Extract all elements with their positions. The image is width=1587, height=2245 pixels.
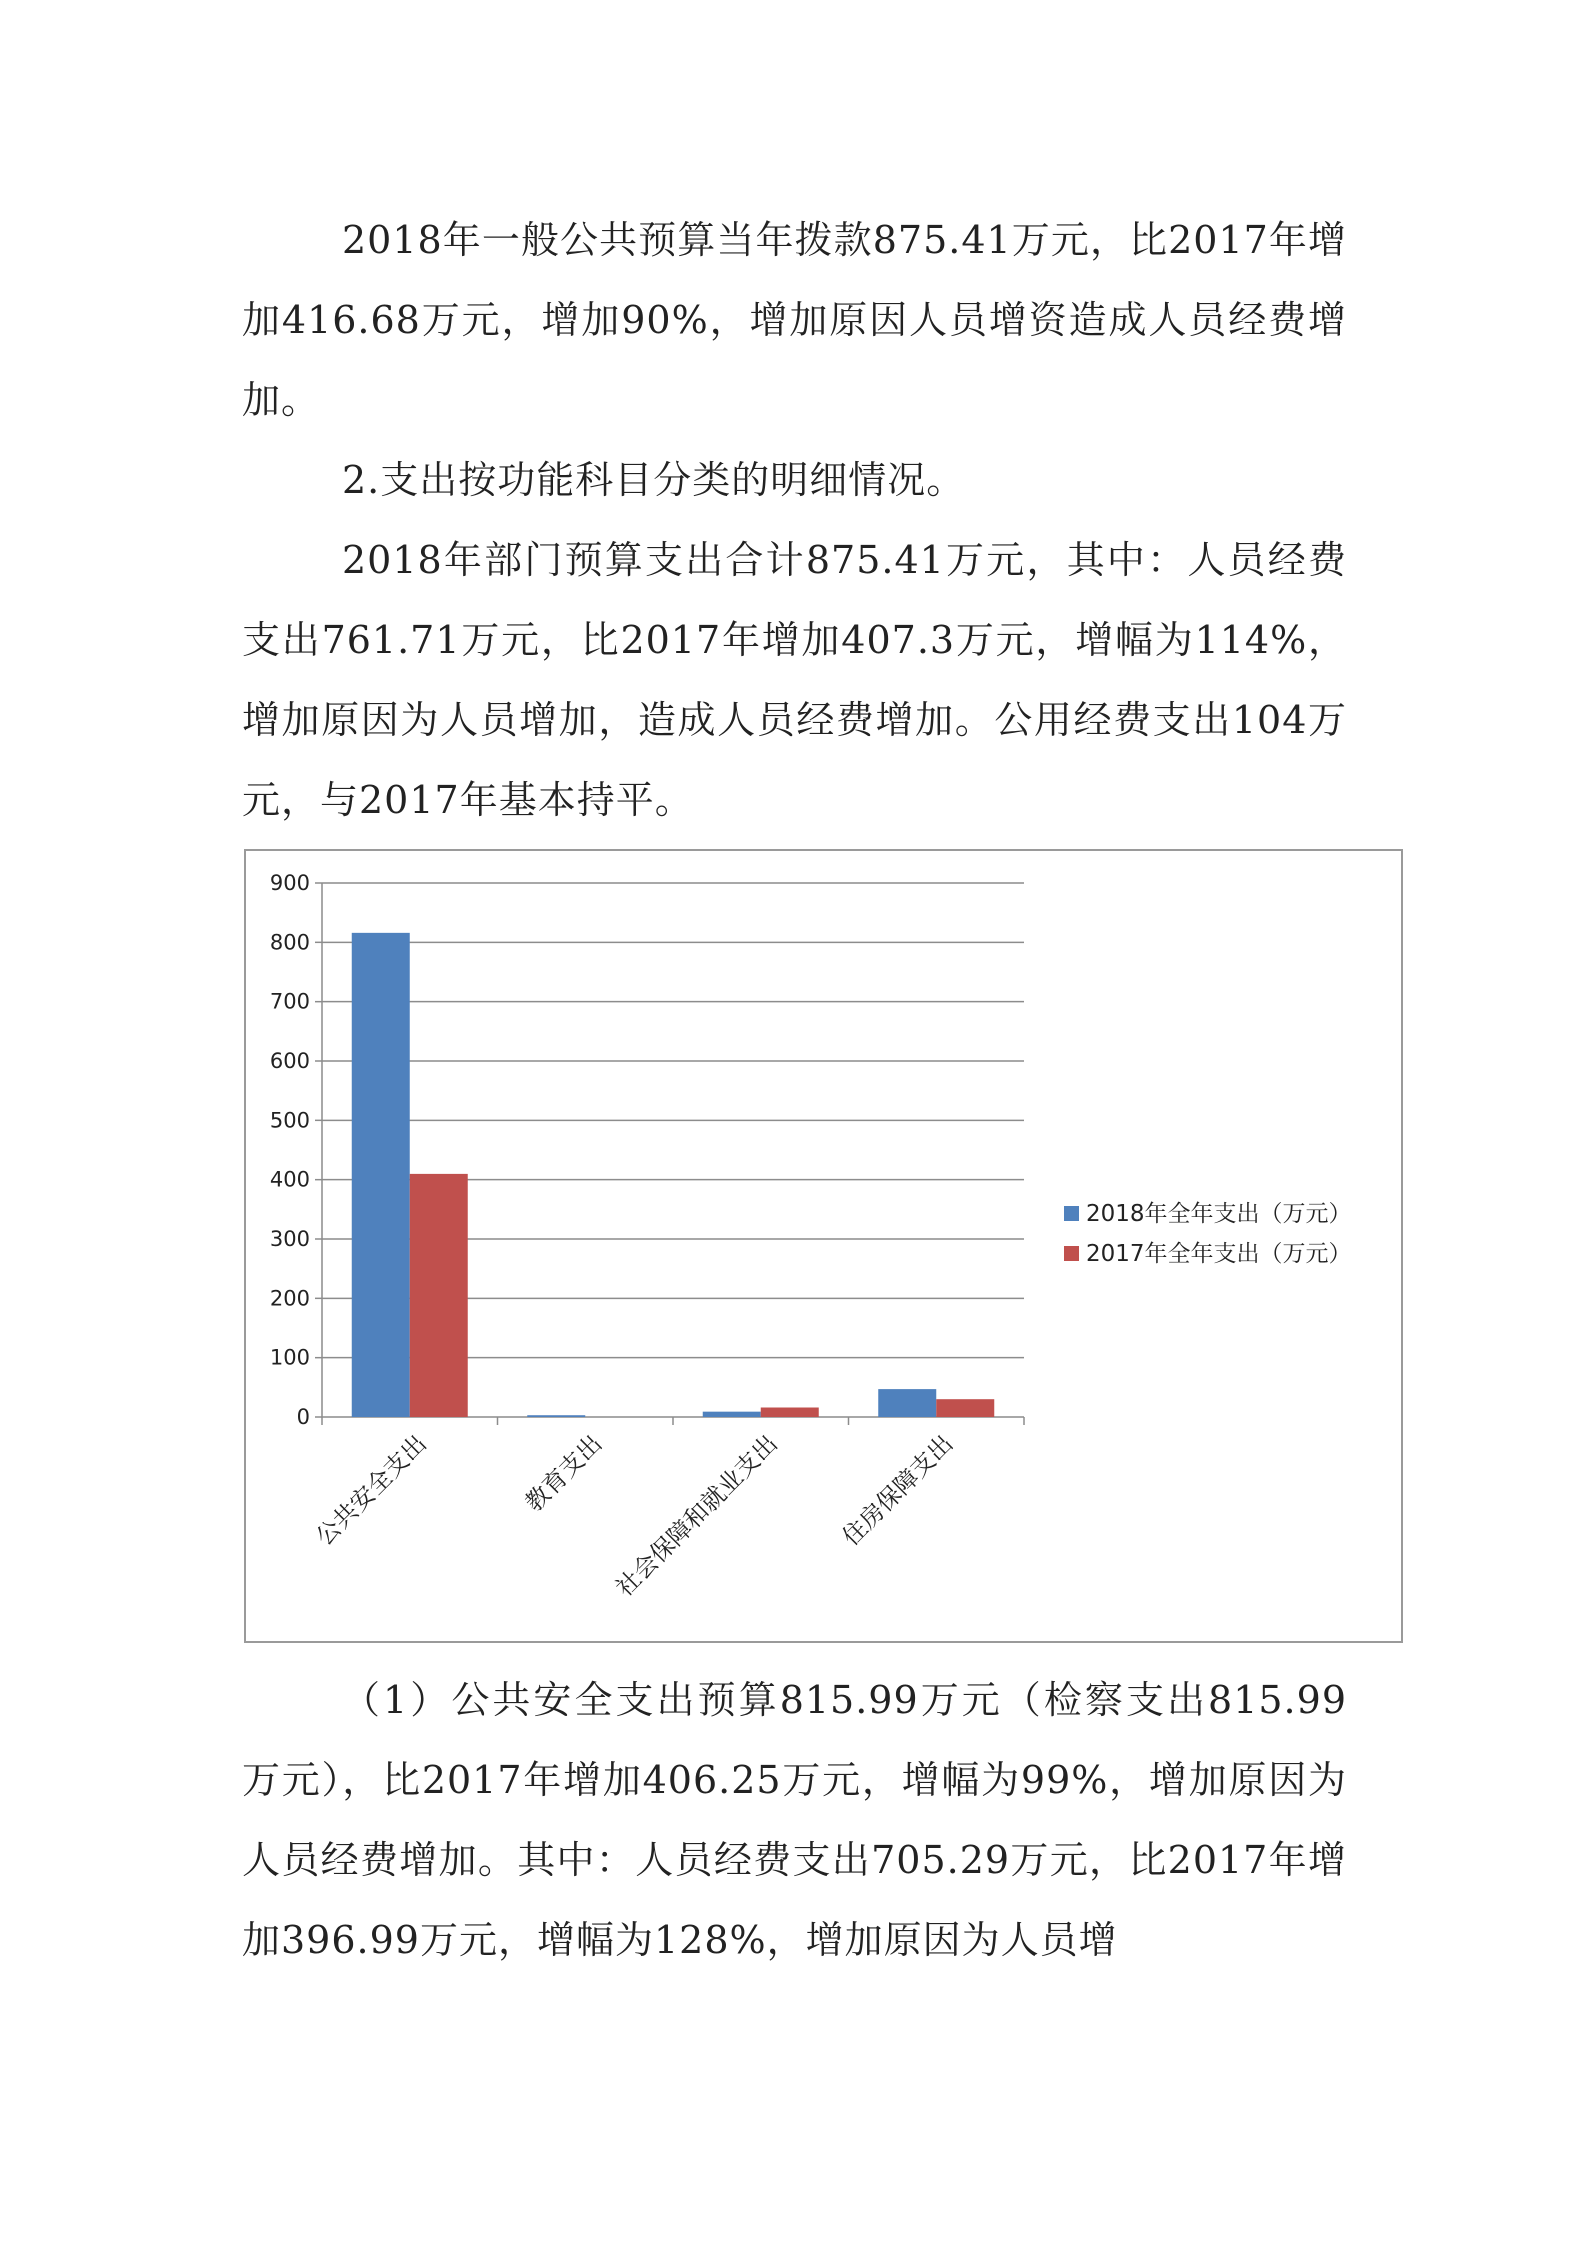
- bar: [352, 933, 410, 1417]
- paragraph-expenditure-summary: 2018年部门预算支出合计875.41万元，其中：人员经费支出761.71万元，比2017年增加407.3万元，增幅为114%，增加原因为人员增加，造成人员经费增加。公用经费支出104万元，与2017年基本持平。: [242, 538, 1347, 822]
- bar: [761, 1408, 819, 1417]
- y-tick-label: 600: [269, 1049, 310, 1073]
- y-tick-label: 700: [269, 989, 310, 1014]
- paragraph-section-heading: 2.支出按功能科目分类的明细情况。: [342, 458, 966, 502]
- bar: [410, 1174, 468, 1417]
- bar: [527, 1415, 585, 1417]
- bar-chart: [244, 849, 1403, 1643]
- bar: [936, 1399, 994, 1417]
- category-label: 教育支出: [519, 1429, 608, 1518]
- category-label: 公共安全支出: [310, 1429, 432, 1552]
- y-tick-label: 200: [269, 1286, 310, 1311]
- y-tick-label: 800: [269, 930, 310, 955]
- y-tick-label: 0: [296, 1405, 310, 1429]
- y-tick-label: 500: [269, 1108, 310, 1133]
- bar: [878, 1389, 936, 1417]
- legend-swatch: [1064, 1206, 1079, 1221]
- legend-label: 2017年全年支出（万元）: [1086, 1241, 1352, 1267]
- paragraph-public-safety: （1）公共安全支出预算815.99万元（检察支出815.99万元），比2017年增加406.25万元，增幅为99%，增加原因为人员经费增加。其中：人员经费支出705.29万元，比2017年增加396.99万元，增幅为128%，增加原因为人员增: [242, 1678, 1347, 1962]
- y-tick-label: 100: [269, 1345, 310, 1370]
- y-tick-label: 900: [269, 871, 310, 895]
- paragraph-budget-appropriation: 2018年一般公共预算当年拨款875.41万元，比2017年增加416.68万元，增加90%，增加原因人员增资造成人员经费增加。: [242, 218, 1347, 422]
- bar-chart-svg: [246, 851, 1405, 1645]
- category-label: 社会保障和就业支出: [610, 1429, 783, 1602]
- category-label: 住房保障支出: [836, 1429, 959, 1552]
- y-tick-label: 300: [269, 1227, 310, 1251]
- y-tick-label: 400: [269, 1167, 310, 1192]
- legend-swatch: [1064, 1246, 1079, 1261]
- bar: [703, 1412, 761, 1417]
- legend-label: 2018年全年支出（万元）: [1086, 1201, 1352, 1227]
